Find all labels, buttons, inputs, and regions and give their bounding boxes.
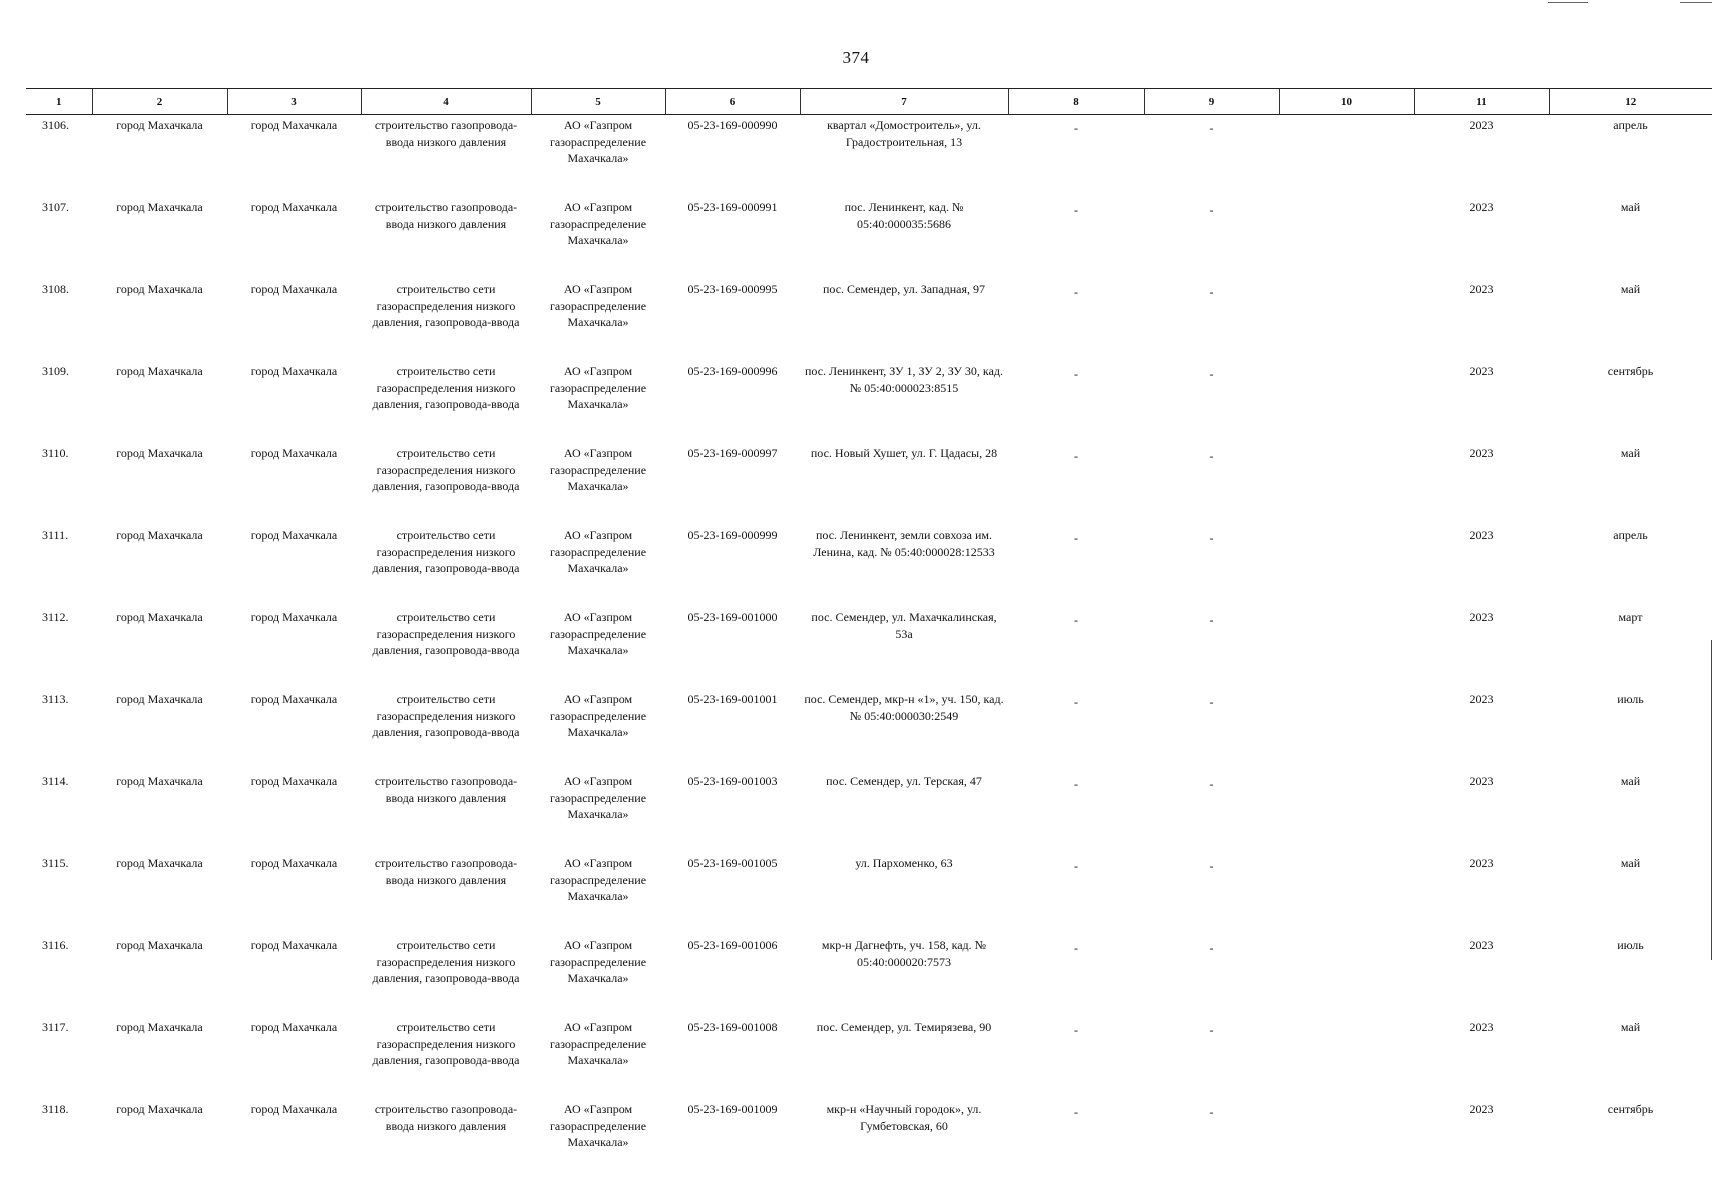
row-number: 3111. [42, 528, 69, 542]
column-10-cell [1279, 853, 1414, 935]
settlement-cell: город Махачкала [250, 774, 338, 788]
object-code-cell: 05-23-169-001006 [687, 938, 778, 952]
district-cell: город Махачкала [116, 692, 203, 706]
organization-cell: АО «Газпром газораспределение Махачкала» [549, 282, 647, 329]
row-number: 3112. [42, 610, 69, 624]
year-cell: 2023 [1469, 774, 1494, 788]
column-header: 1 [26, 89, 92, 115]
column-8-cell: - [1074, 449, 1078, 463]
column-header: 2 [92, 89, 227, 115]
address-cell: пос. Семендер, ул. Махачкалинская, 53а [811, 610, 997, 641]
month-cell: июль [1617, 692, 1644, 706]
column-10-cell [1279, 525, 1414, 607]
column-10-cell [1279, 935, 1414, 1017]
object-code-cell: 05-23-169-000991 [687, 200, 778, 214]
row-number: 3118. [42, 1102, 69, 1116]
table-row [26, 689, 1712, 771]
column-9-cell: - [1209, 777, 1214, 791]
table-row [26, 1099, 1712, 1181]
work-type-cell: строительство газопровода-ввода низкого давления [374, 856, 518, 887]
settlement-cell: город Махачкала [250, 1102, 338, 1116]
column-10-cell [1279, 115, 1414, 198]
work-type-cell: строительство газопровода-ввода низкого давления [374, 200, 518, 231]
year-cell: 2023 [1469, 282, 1494, 296]
address-cell: пос. Ленинкент, кад. № 05:40:000035:5686 [844, 200, 964, 231]
scan-edge-mark [1548, 2, 1588, 3]
column-10-cell [1279, 197, 1414, 279]
column-header: 12 [1549, 89, 1712, 115]
month-cell: май [1620, 282, 1641, 296]
object-code-cell: 05-23-169-000997 [687, 446, 778, 460]
column-8-cell: - [1074, 613, 1078, 627]
year-cell: 2023 [1469, 938, 1494, 952]
object-code-cell: 05-23-169-000996 [687, 364, 778, 378]
object-code-cell: 05-23-169-001008 [687, 1020, 778, 1034]
address-cell: пос. Семендер, мкр-н «1», уч. 150, кад. № 05:40:000030:2549 [804, 692, 1004, 723]
column-9-cell: - [1209, 859, 1214, 873]
work-type-cell: строительство газопровода-ввода низкого давления [374, 774, 518, 805]
organization-cell: АО «Газпром газораспределение Махачкала» [549, 610, 647, 657]
column-8-cell: - [1074, 121, 1078, 135]
row-number: 3108. [42, 282, 69, 296]
table-row [26, 197, 1712, 279]
column-10-cell [1279, 279, 1414, 361]
settlement-cell: город Махачкала [250, 856, 338, 870]
column-9-cell: - [1209, 1105, 1214, 1119]
column-header: 11 [1414, 89, 1549, 115]
district-cell: город Махачкала [116, 1102, 203, 1116]
work-type-cell: строительство сети газораспределения низкого давления, газопровода-ввода [372, 528, 520, 575]
row-number: 3113. [42, 692, 69, 706]
column-9-cell: - [1209, 203, 1214, 217]
row-number: 3115. [42, 856, 69, 870]
table-row [26, 115, 1712, 198]
table-body [26, 115, 1712, 1182]
district-cell: город Махачкала [116, 774, 203, 788]
address-cell: пос. Семендер, ул. Темирязева, 90 [816, 1020, 992, 1034]
object-code-cell: 05-23-169-000999 [687, 528, 778, 542]
organization-cell: АО «Газпром газораспределение Махачкала» [549, 118, 647, 165]
register-table [26, 88, 1712, 1181]
column-header: 5 [531, 89, 665, 115]
organization-cell: АО «Газпром газораспределение Махачкала» [549, 774, 647, 821]
column-10-cell [1279, 607, 1414, 689]
table-row [26, 361, 1712, 443]
address-cell: мкр-н «Научный городок», ул. Гумбетовская, 60 [826, 1102, 982, 1133]
address-cell: квартал «Домостроитель», ул. Градостроительная, 13 [827, 118, 981, 149]
organization-cell: АО «Газпром газораспределение Махачкала» [549, 938, 647, 985]
column-9-cell: - [1209, 1023, 1214, 1037]
table-row [26, 279, 1712, 361]
work-type-cell: строительство сети газораспределения низкого давления, газопровода-ввода [372, 446, 520, 493]
district-cell: город Махачкала [116, 610, 203, 624]
work-type-cell: строительство сети газораспределения низкого давления, газопровода-ввода [372, 692, 520, 739]
settlement-cell: город Махачкала [250, 446, 338, 460]
year-cell: 2023 [1469, 1020, 1494, 1034]
settlement-cell: город Махачкала [250, 200, 338, 214]
column-8-cell: - [1074, 285, 1078, 299]
year-cell: 2023 [1469, 364, 1494, 378]
work-type-cell: строительство газопровода-ввода низкого давления [374, 1102, 518, 1133]
settlement-cell: город Махачкала [250, 364, 338, 378]
organization-cell: АО «Газпром газораспределение Махачкала» [549, 856, 647, 903]
district-cell: город Махачкала [116, 282, 203, 296]
table-row [26, 771, 1712, 853]
column-9-cell: - [1209, 531, 1214, 545]
column-9-cell: - [1209, 285, 1214, 299]
year-cell: 2023 [1469, 692, 1494, 706]
district-cell: город Махачкала [116, 528, 203, 542]
year-cell: 2023 [1469, 200, 1494, 214]
organization-cell: АО «Газпром газораспределение Махачкала» [549, 528, 647, 575]
month-cell: июль [1617, 938, 1644, 952]
column-8-cell: - [1074, 859, 1078, 873]
object-code-cell: 05-23-169-000995 [687, 282, 778, 296]
month-cell: апрель [1613, 528, 1648, 542]
month-cell: май [1620, 200, 1641, 214]
district-cell: город Махачкала [116, 446, 203, 460]
column-8-cell: - [1074, 695, 1078, 709]
work-type-cell: строительство сети газораспределения низкого давления, газопровода-ввода [372, 364, 520, 411]
scan-edge-mark [1680, 2, 1712, 3]
work-type-cell: строительство сети газораспределения низкого давления, газопровода-ввода [372, 610, 520, 657]
row-number: 3114. [42, 774, 69, 788]
settlement-cell: город Махачкала [250, 610, 338, 624]
settlement-cell: город Махачкала [250, 938, 338, 952]
column-10-cell [1279, 1017, 1414, 1099]
row-number: 3107. [42, 200, 69, 214]
object-code-cell: 05-23-169-000990 [687, 118, 778, 132]
column-header: 4 [361, 89, 531, 115]
work-type-cell: строительство сети газораспределения низкого давления, газопровода-ввода [372, 282, 520, 329]
month-cell: сентябрь [1607, 1102, 1654, 1116]
column-8-cell: - [1074, 203, 1078, 217]
settlement-cell: город Махачкала [250, 1020, 338, 1034]
table-row [26, 525, 1712, 607]
address-cell: пос. Семендер, ул. Западная, 97 [822, 282, 986, 296]
month-cell: май [1620, 774, 1641, 788]
column-10-cell [1279, 361, 1414, 443]
row-number: 3110. [42, 446, 69, 460]
object-code-cell: 05-23-169-001005 [687, 856, 778, 870]
object-code-cell: 05-23-169-001001 [687, 692, 778, 706]
district-cell: город Махачкала [116, 118, 203, 132]
organization-cell: АО «Газпром газораспределение Махачкала» [549, 1020, 647, 1067]
object-code-cell: 05-23-169-001000 [687, 610, 778, 624]
month-cell: сентябрь [1607, 364, 1654, 378]
table-row [26, 853, 1712, 935]
column-9-cell: - [1209, 613, 1214, 627]
district-cell: город Махачкала [116, 856, 203, 870]
table-row [26, 1017, 1712, 1099]
organization-cell: АО «Газпром газораспределение Махачкала» [549, 446, 647, 493]
object-code-cell: 05-23-169-001003 [687, 774, 778, 788]
settlement-cell: город Махачкала [250, 282, 338, 296]
column-header: 9 [1144, 89, 1279, 115]
column-8-cell: - [1074, 941, 1078, 955]
column-10-cell [1279, 443, 1414, 525]
month-cell: май [1620, 1020, 1641, 1034]
address-cell: пос. Ленинкент, земли совхоза им. Ленина, кад. № 05:40:000028:12533 [813, 528, 995, 559]
district-cell: город Махачкала [116, 938, 203, 952]
address-cell: пос. Семендер, ул. Терская, 47 [826, 774, 982, 788]
year-cell: 2023 [1469, 528, 1494, 542]
organization-cell: АО «Газпром газораспределение Махачкала» [549, 364, 647, 411]
organization-cell: АО «Газпром газораспределение Махачкала» [549, 1102, 647, 1149]
column-8-cell: - [1074, 367, 1078, 381]
row-number: 3109. [42, 364, 69, 378]
page-number: 374 [842, 48, 870, 67]
column-8-cell: - [1074, 531, 1078, 545]
column-header: 10 [1279, 89, 1414, 115]
column-10-cell [1279, 689, 1414, 771]
column-8-cell: - [1074, 1023, 1078, 1037]
column-9-cell: - [1209, 941, 1214, 955]
column-header: 7 [800, 89, 1008, 115]
settlement-cell: город Махачкала [250, 528, 338, 542]
address-cell: пос. Новый Хушет, ул. Г. Цадасы, 28 [810, 446, 998, 460]
column-8-cell: - [1074, 1105, 1078, 1119]
organization-cell: АО «Газпром газораспределение Махачкала» [549, 200, 647, 247]
month-cell: март [1618, 610, 1643, 624]
column-10-cell [1279, 1099, 1414, 1181]
district-cell: город Махачкала [116, 1020, 203, 1034]
work-type-cell: строительство сети газораспределения низкого давления, газопровода-ввода [372, 938, 520, 985]
month-cell: апрель [1613, 118, 1648, 132]
column-10-cell [1279, 771, 1414, 853]
organization-cell: АО «Газпром газораспределение Махачкала» [549, 692, 647, 739]
row-number: 3117. [42, 1020, 69, 1034]
column-9-cell: - [1209, 449, 1214, 463]
column-9-cell: - [1209, 121, 1214, 135]
column-header: 3 [227, 89, 361, 115]
table-row [26, 607, 1712, 689]
row-number: 3116. [42, 938, 69, 952]
settlement-cell: город Махачкала [250, 692, 338, 706]
address-cell: ул. Пархоменко, 63 [855, 856, 953, 870]
column-9-cell: - [1209, 695, 1214, 709]
month-cell: май [1620, 446, 1641, 460]
address-cell: мкр-н Дагнефть, уч. 158, кад. № 05:40:000020:7573 [821, 938, 987, 969]
year-cell: 2023 [1469, 610, 1494, 624]
settlement-cell: город Махачкала [250, 118, 338, 132]
work-type-cell: строительство газопровода-ввода низкого давления [374, 118, 518, 149]
year-cell: 2023 [1469, 856, 1494, 870]
object-code-cell: 05-23-169-001009 [687, 1102, 778, 1116]
column-header: 6 [665, 89, 800, 115]
district-cell: город Махачкала [116, 364, 203, 378]
table-header-row [26, 89, 1712, 115]
address-cell: пос. Ленинкент, ЗУ 1, ЗУ 2, ЗУ 30, кад. № 05:40:000023:8515 [804, 364, 1004, 395]
table-row [26, 935, 1712, 1017]
year-cell: 2023 [1469, 1102, 1494, 1116]
table-row [26, 443, 1712, 525]
district-cell: город Махачкала [116, 200, 203, 214]
work-type-cell: строительство сети газораспределения низкого давления, газопровода-ввода [372, 1020, 520, 1067]
year-cell: 2023 [1469, 118, 1494, 132]
year-cell: 2023 [1469, 446, 1494, 460]
column-8-cell: - [1074, 777, 1078, 791]
column-9-cell: - [1209, 367, 1214, 381]
column-header: 8 [1008, 89, 1144, 115]
row-number: 3106. [42, 118, 69, 132]
month-cell: май [1620, 856, 1641, 870]
